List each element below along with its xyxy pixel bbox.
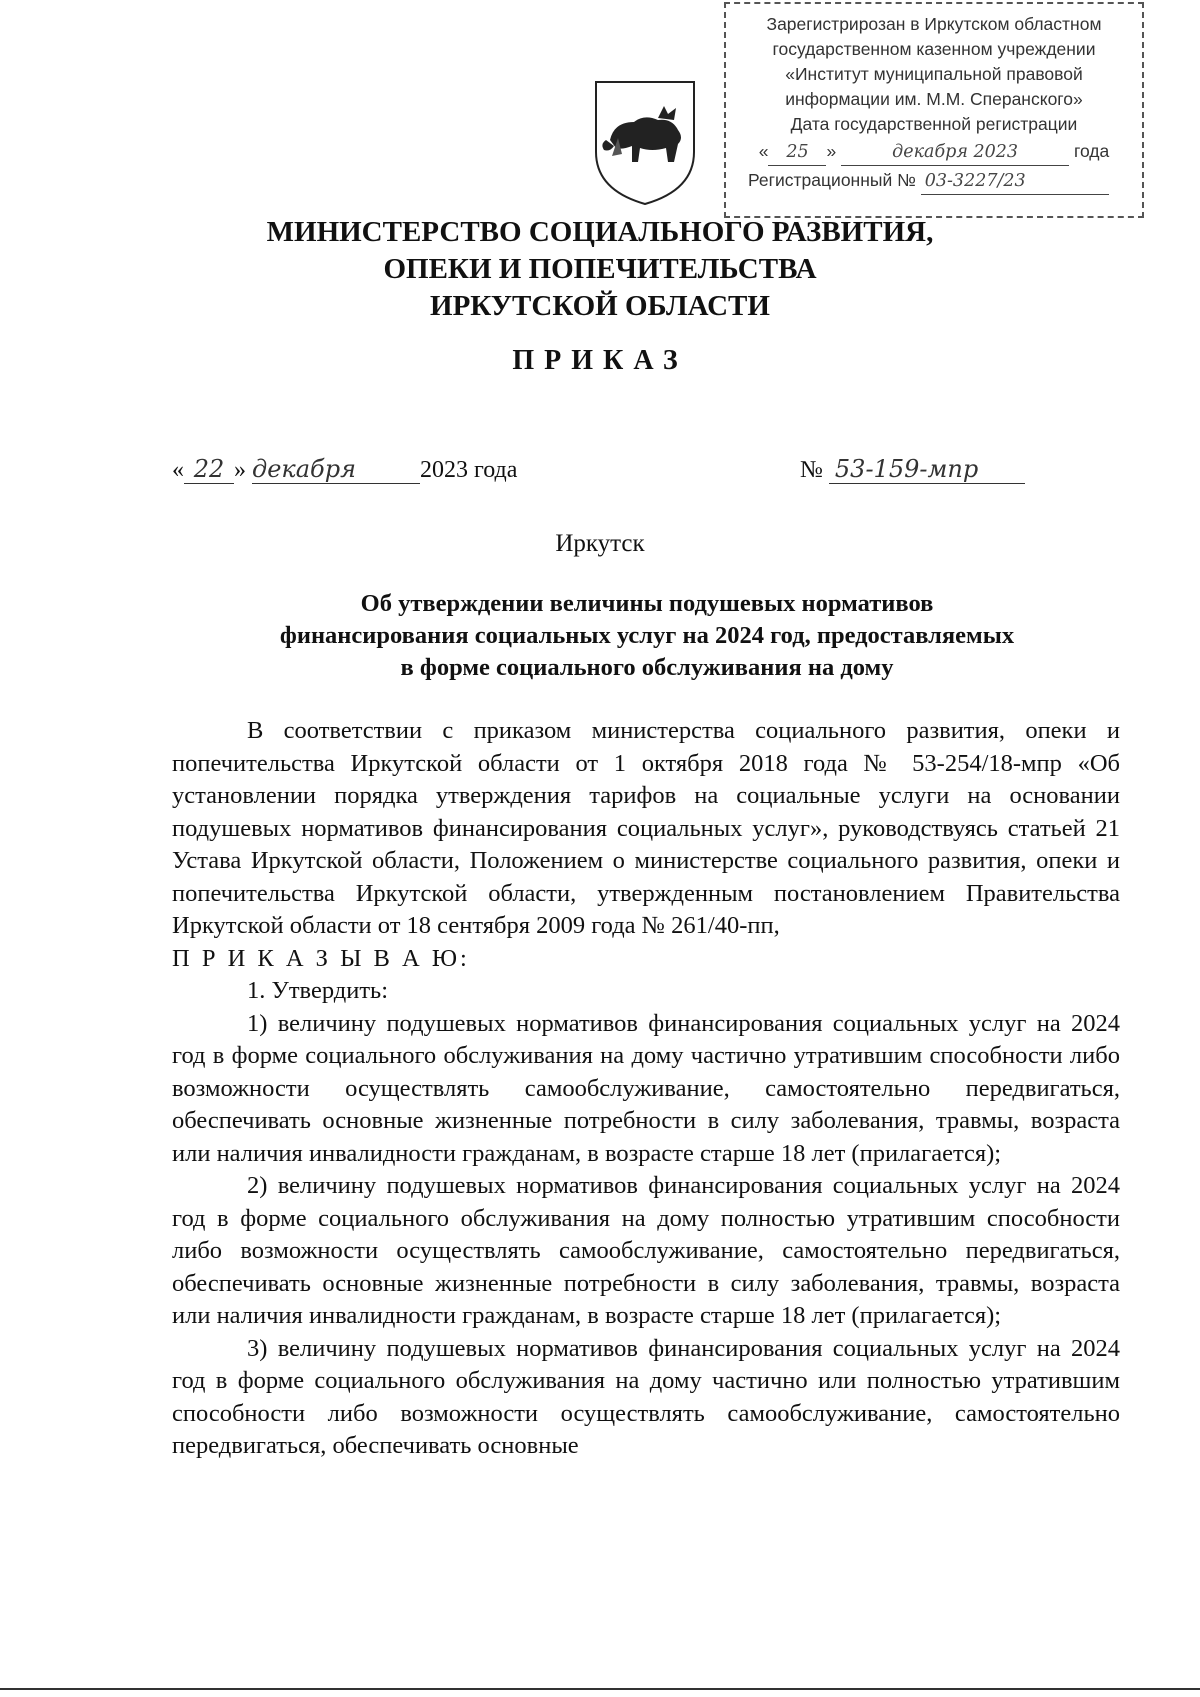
registration-stamp [724,2,1144,218]
ministry-line-3: ИРКУТСКОЙ ОБЛАСТИ [430,290,770,322]
item-1: 1. Утвердить: [247,977,389,1004]
ministry-line-1: МИНИСТЕРСТВО СОЦИАЛЬНОГО РАЗВИТИЯ, [266,216,934,248]
ministry-line-2: ОПЕКИ И ПОПЕЧИТЕЛЬСТВА [383,253,817,285]
stamp-reg-label: Регистрационный № [748,170,916,190]
order-date-month: декабря [252,455,420,484]
stamp-date-day: 25 [768,140,826,166]
order-date-day: 22 [184,455,234,484]
stamp-line-3: «Институт муниципальной правовой [785,64,1083,84]
order-number-value: 53-159-мпр [829,455,1025,484]
subitem-1: 1) величину подушевых нормативов финансирования социальных услуг на 2024 год в форме социального обслуживания на дому частично утратившим способности либо возможности осуществлять самообслуживание, самостоятельно передвигаться, обеспечивать основные жизненные потребности в силу заболевания, травмы, возраста или наличия инвалидности гражданам, в возрасте старше 18 лет (прилагается); [172,1009,1120,1167]
order-number [800,455,1025,484]
stamp-line-2: государственном казенном учреждении [772,39,1096,59]
stamp-reg-number: 03-3227/23 [921,169,1109,195]
subitem-2: 2) величину подушевых нормативов финансирования социальных услуг на 2024 год в форме социального обслуживания на дому полностью утратившим способности либо возможности осуществлять самообслуживание, самостоятельно передвигаться, обеспечивать основные жизненные потребности в силу заболевания, травмы, возраста или наличия инвалидности гражданам, в возрасте старше 18 лет (прилагается); [172,1172,1120,1329]
city: Иркутск [555,530,645,557]
stamp-date-suffix: года [1073,141,1110,161]
subitem-3: 3) величину подушевых нормативов финансирования социальных услуг на 2024 год в форме социального обслуживания на дому частично или полностью утратившим способности либо возможности осуществлять самообслуживание, самостоятельно передвигаться, обеспечивать основные [172,1334,1120,1459]
order-date-year: 2023 года [420,457,518,483]
order-number-label: № [800,457,823,483]
subject-line-1: Об утверждении величины подушевых нормативов [360,590,934,617]
order-date: « 22 » декабря 2023 года [172,455,518,483]
stamp-registration-date: « 25 » декабря 2023 года [726,139,1142,166]
stamp-registration-number-row [726,168,1142,195]
preamble-paragraph: В соответствии с приказом министерства социального развития, опеки и попечительства Иркутской области от 1 октября 2018 года № 53-254/18-мпр «Об установлении порядка утверждения тарифов на социальные услуги на основании подушевых нормативов финансирования социальных услуг», руководствуясь статьей 21 Устава Иркутской области, Положением о министерстве социального развития, опеки и попечительства Иркутской области, утвержденным постановлением Правительства Иркутской области от 18 сентября 2009 года № 261/40-пп, [172,717,1120,939]
irkutsk-coat-of-arms-icon [592,78,698,208]
order-title: ПРИКАЗ [512,345,688,376]
order-body [172,715,1120,1463]
stamp-line-1: Зарегистрирозан в Иркутском областном [766,14,1102,34]
stamp-line-5: Дата государственной регистрации [790,114,1078,134]
stamp-line-4: информации им. М.М. Сперанского» [785,89,1083,109]
subject-line-2: финансирования социальных услуг на 2024 год, предоставляемых [279,622,1015,649]
order-word: П Р И К А З Ы В А Ю: [172,944,470,972]
subject-line-3: в форме социального обслуживания на дому [400,654,894,681]
page-bottom-rule [0,1688,1200,1690]
order-subject [172,588,1122,684]
stamp-date-month: декабря 2023 [841,140,1069,166]
ministry-heading [0,214,1200,325]
